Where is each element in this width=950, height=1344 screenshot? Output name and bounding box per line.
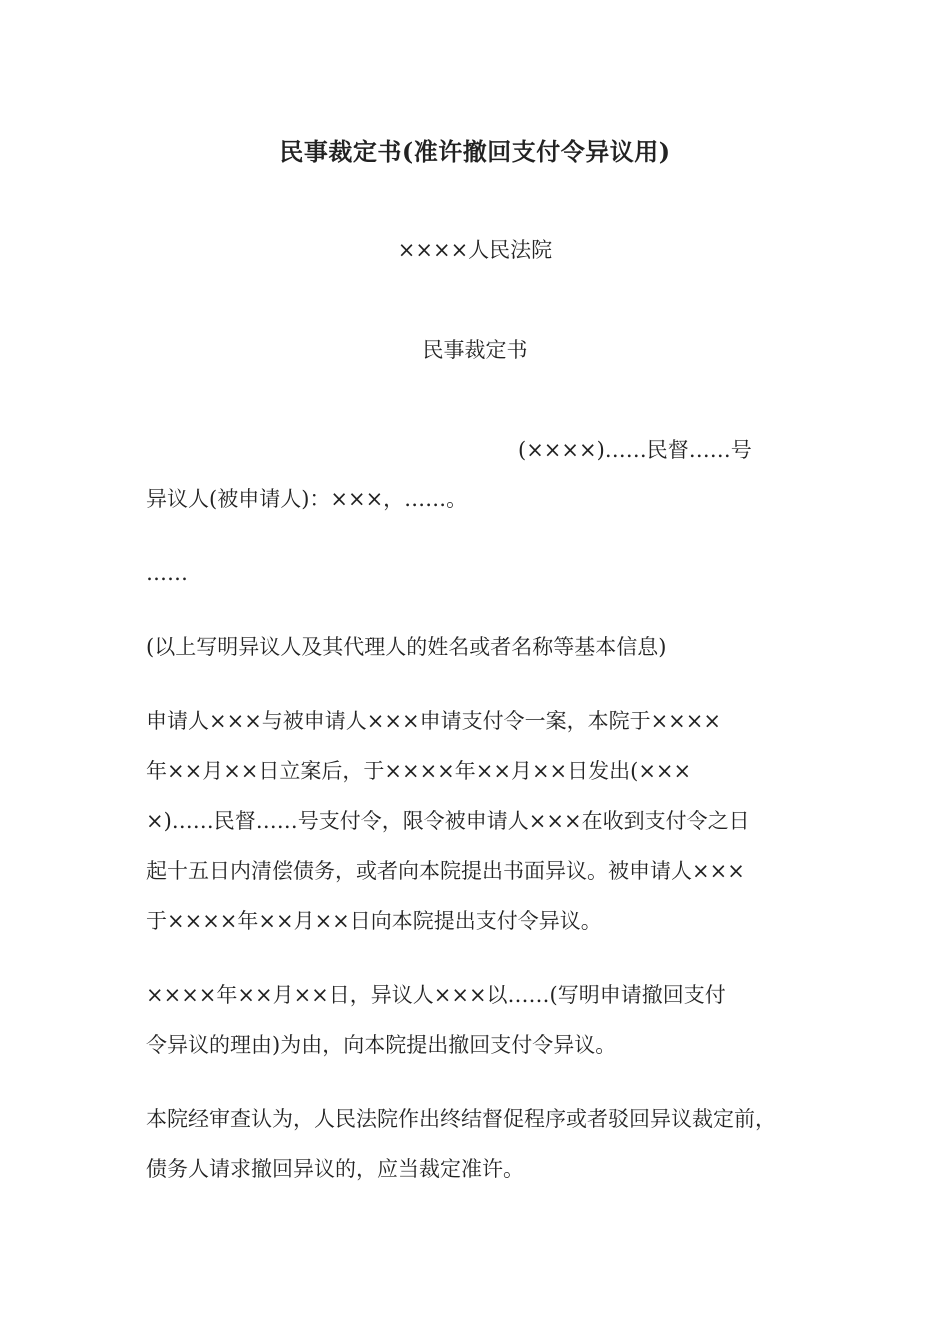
note-line: (以上写明异议人及其代理人的姓名或者名称等基本信息) [146,635,667,659]
ellipsis-line: …… [146,561,188,585]
objector-line: 异议人(被申请人)：×××，……。 [146,487,468,511]
facts-paragraph [146,696,806,946]
withdraw-paragraph [146,970,806,1070]
note-paragraph [146,622,806,672]
court-name: ××××人民法院 [397,238,553,262]
document-type: 民事裁定书 [422,338,528,362]
case-number: (××××)……民督……号 [518,438,752,462]
withdraw-line: ××××年××月××日，异议人×××以……(写明申请撤回支付 [146,983,726,1007]
withdraw-line: 令异议的理由)为由，向本院提出撤回支付令异议。 [146,1033,617,1057]
document-title: 民事裁定书(准许撤回支付令异议用) [279,137,671,166]
review-line: 债务人请求撤回异议的，应当裁定准许。 [146,1157,524,1181]
review-paragraph [146,1094,806,1194]
facts-line: 起十五日内清偿债务，或者向本院提出书面异议。被申请人××× [146,859,745,883]
facts-line: ×)……民督……号支付令，限令被申请人×××在收到支付令之日 [146,809,750,833]
review-line: 本院经审查认为，人民法院作出终结督促程序或者驳回异议裁定前， [146,1107,776,1131]
facts-line: 于××××年××月××日向本院提出支付令异议。 [146,909,602,933]
ellipsis-paragraph [146,548,806,598]
objector-paragraph [146,474,806,524]
facts-line: 年××月××日立案后，于××××年××月××日发出(××× [146,759,692,783]
facts-line: 申请人×××与被申请人×××申请支付令一案，本院于×××× [146,709,721,733]
